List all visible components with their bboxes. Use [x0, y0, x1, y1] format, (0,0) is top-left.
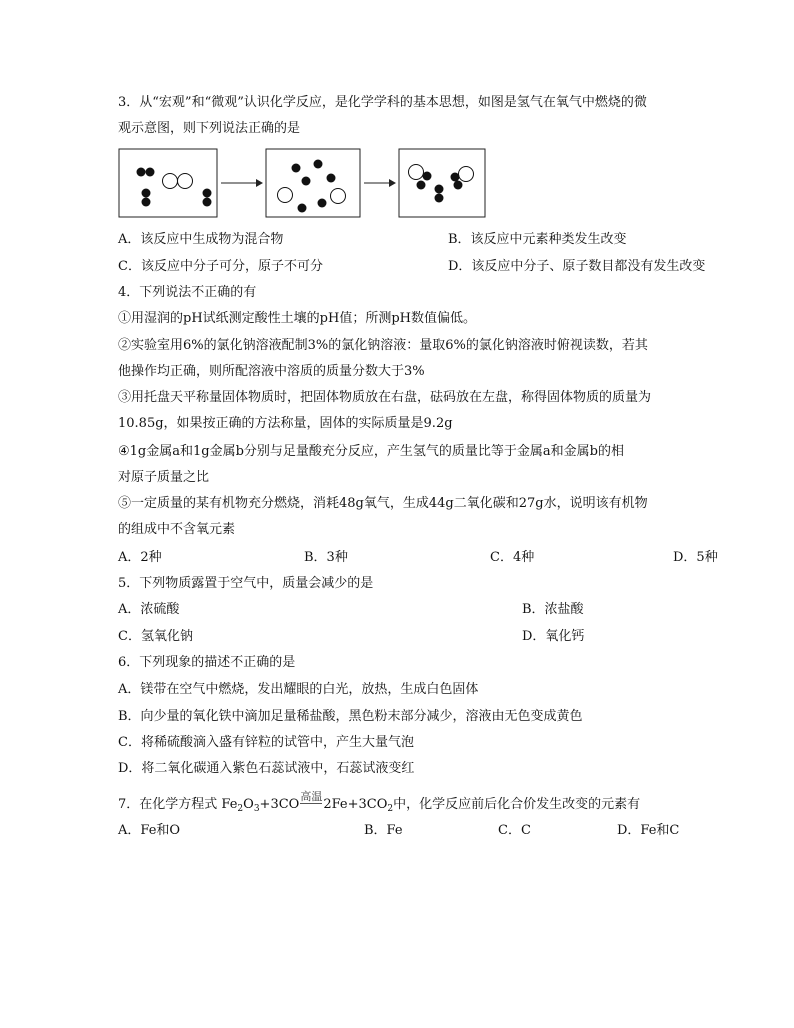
arrow-head-icon	[389, 179, 396, 187]
q7-reaction-condition: 高温	[300, 790, 323, 803]
q5-stem: 5．下列物质露置于空气中，质量会减少的是	[118, 576, 374, 591]
q6-option-d: D．将二氧化碳通入紫色石蕊试液中，石蕊试液变红	[118, 761, 415, 776]
hydrogen-atom-icon	[327, 174, 336, 183]
hydrogen-atom-icon	[302, 177, 311, 186]
q7-stem-before: 7．在化学方程式 Fe	[118, 797, 238, 812]
q6-stem: 6．下列现象的描述不正确的是	[118, 655, 296, 670]
q4-statement-4-line2: 对原子质量之比	[118, 470, 210, 485]
q4-statement-1: ①用湿润的pH试纸测定酸性土壤的pH值；所测pH数值偏低。	[118, 311, 476, 326]
q3-option-b: B．该反应中元素种类发生改变	[448, 232, 627, 247]
q4-option-a: A．2种	[118, 550, 162, 565]
q4-statement-3-line1: ③用托盘天平称量固体物质时，把固体物质放在右盘，砝码放在左盘，称得固体物质的质量为	[118, 390, 652, 405]
q7-sub-fe: 2	[237, 804, 244, 814]
q4-statement-5-line1: ⑤一定质量的某有机物充分燃烧，消耗48g氧气，生成44g二氧化碳和27g水，说明该有机物	[118, 496, 648, 511]
q5-option-d: D．氧化钙	[522, 629, 585, 644]
q4-option-b: B．3种	[304, 550, 348, 565]
q7-o: O	[243, 797, 254, 812]
q3-option-d: D．该反应中分子、原子数目都没有发生改变	[448, 259, 706, 274]
reaction-diagram-svg	[118, 148, 488, 220]
q7-sub-co2: 2	[387, 804, 394, 814]
atoms-box	[266, 149, 360, 217]
hydrogen-atom-icon	[298, 204, 307, 213]
q4-option-c: C．4种	[490, 550, 535, 565]
q5-option-a: A．浓硫酸	[118, 602, 180, 617]
hydrogen-atom-icon	[318, 199, 327, 208]
hydrogen-atom-icon	[292, 164, 301, 173]
q6-option-b: B．向少量的氧化铁中滴加足量稀盐酸，黑色粉末部分减少，溶液由无色变成黄色	[118, 709, 583, 724]
q7-plus-co: +3CO	[259, 797, 300, 812]
q6-option-c: C．将稀硫酸滴入盛有锌粒的试管中，产生大量气泡	[118, 735, 414, 750]
q4-statement-4-line1: ④1g金属a和1g金属b分别与足量酸充分反应，产生氢气的质量比等于金属a和金属b的相	[118, 444, 624, 459]
q3-option-a: A．该反应中生成物为混合物	[118, 232, 284, 247]
q4-statement-3-line2: 10.85g，如果按正确的方法称量，固体的实际质量是9.2g	[118, 416, 453, 431]
q4-statement-2-line2: 他操作均正确，则所配溶液中溶质的质量分数大于3%	[118, 364, 425, 379]
q4-option-d: D．5种	[673, 550, 718, 565]
products-box	[399, 149, 485, 217]
q5-option-b: B．浓盐酸	[522, 602, 584, 617]
q7-products: 2Fe+3CO	[323, 797, 388, 812]
q7-option-d: D．Fe和C	[617, 823, 680, 838]
q7-stem-after: 中，化学反应前后化合价发生改变的元素有	[393, 797, 641, 812]
q4-stem: 4．下列说法不正确的有	[118, 285, 257, 300]
q3-stem-line1: 3．从“宏观”和“微观”认识化学反应，是化学学科的基本思想，如图是氢气在氧气中燃烧的微	[118, 95, 647, 110]
q4-statement-5-line2: 的组成中不含氧元素	[118, 522, 236, 537]
q7-sub-o: 3	[253, 804, 260, 814]
q7-stem	[118, 790, 641, 818]
q3-stem-line2: 观示意图，则下列说法正确的是	[118, 121, 301, 136]
q5-option-c: C．氢氧化钠	[118, 629, 193, 644]
q7-option-b: B．Fe	[364, 823, 403, 838]
oxygen-atom-icon	[278, 188, 293, 203]
oxygen-atom-icon	[331, 189, 346, 204]
q4-statement-2-line1: ②实验室用6%的氯化钠溶液配制3%的氯化钠溶液：量取6%的氯化钠溶液时俯视读数，若其	[118, 338, 648, 353]
arrow-head-icon	[256, 179, 263, 187]
hydrogen-atom-icon	[314, 160, 323, 169]
q7-option-a: A．Fe和O	[118, 823, 181, 838]
q7-option-c: C．C	[498, 823, 531, 838]
q6-option-a: A．镁带在空气中燃烧，发出耀眼的白光，放热，生成白色固体	[118, 682, 479, 697]
q3-option-c: C．该反应中分子可分，原子不可分	[118, 259, 323, 274]
